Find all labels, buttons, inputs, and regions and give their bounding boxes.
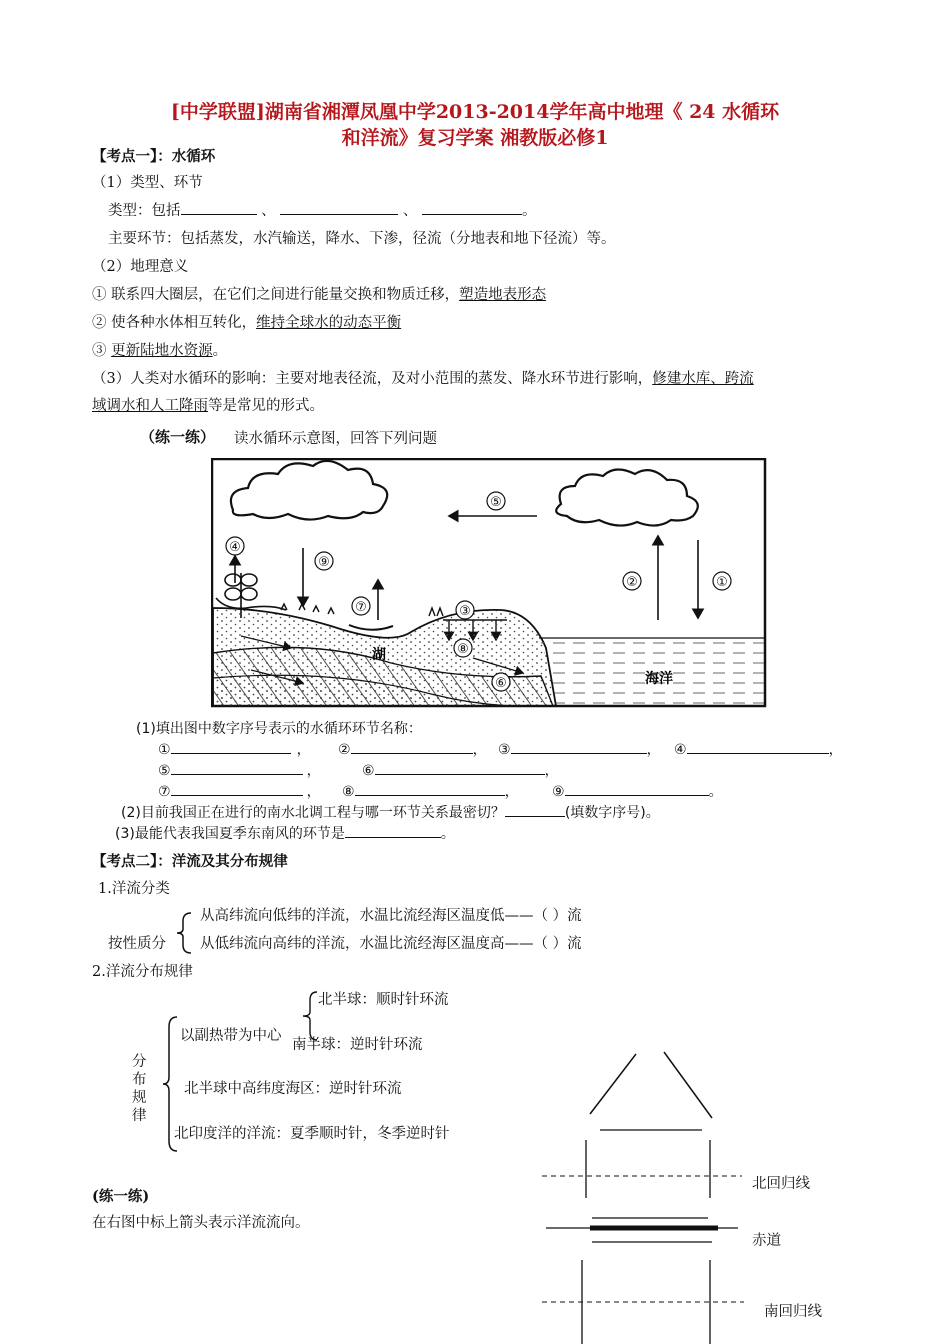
label-3: ③ bbox=[459, 604, 471, 619]
lake-label: 湖 bbox=[372, 647, 386, 663]
north-indian-ocean: 北印度洋的洋流：夏季顺时针，冬季逆时针 bbox=[174, 1126, 450, 1142]
answer-blank-3[interactable] bbox=[511, 740, 647, 754]
practice1-instruction: 读水循环示意图，回答下列问题 bbox=[234, 431, 437, 447]
distribution-label-3: 规 bbox=[132, 1090, 147, 1106]
q1-text: (1)填出图中数字序号表示的水循环环节名称： bbox=[136, 721, 422, 737]
main-links: 主要环节：包括蒸发，水汽输送，降水、下渗，径流（分地表和地下径流）等。 bbox=[108, 231, 616, 247]
label-8: ⑧ bbox=[457, 642, 469, 657]
subtropic-center: 以副热带为中心 bbox=[180, 1028, 282, 1044]
practice1-heading: （练一练） bbox=[140, 428, 216, 446]
label-5: ⑤ bbox=[490, 495, 502, 510]
types-label: 类型：包括 bbox=[108, 203, 181, 219]
q1-row3: ⑦ ， bbox=[158, 784, 321, 800]
south-hemisphere-gyre: 南半球：逆时针环流 bbox=[292, 1037, 423, 1053]
label-6: ⑥ bbox=[495, 676, 507, 691]
water-cycle-diagram bbox=[211, 458, 767, 708]
classification-brace bbox=[174, 911, 194, 955]
human-impact-line1: （3）人类对水循环的影响：主要对地表径流，及对小范围的蒸发、降水环节进行影响，修建水库、跨流 bbox=[92, 371, 754, 387]
answer-blank-6[interactable] bbox=[375, 761, 545, 775]
answer-blank-4[interactable] bbox=[687, 740, 829, 754]
human-impact-line2: 域调水和人工降雨等是常见的形式。 bbox=[92, 398, 324, 414]
section1-item1-heading: （1）类型、环节 bbox=[92, 175, 203, 191]
page-title-line1: [中学联盟]湖南省湘潭凤凰中学2013-2014学年高中地理《 24 水循环 bbox=[170, 101, 780, 123]
types-sep-1: 、 bbox=[261, 203, 276, 219]
q1-row3c: ⑨ 。 bbox=[552, 784, 723, 800]
types-blank-2[interactable] bbox=[280, 201, 398, 215]
section1-heading: 【考点一】：水循环 bbox=[92, 148, 216, 165]
q1-row2: ⑤ ， bbox=[158, 763, 321, 779]
types-end: 。 bbox=[521, 203, 537, 219]
equator-label: 赤道 bbox=[752, 1233, 781, 1249]
answer-blank-7[interactable] bbox=[171, 782, 303, 796]
significance-2: ② 使各种水体相互转化，维持全球水的动态平衡 bbox=[92, 315, 402, 331]
answer-blank-q2[interactable] bbox=[505, 803, 565, 817]
answer-blank-5[interactable] bbox=[171, 761, 303, 775]
q1-row1: ① ， bbox=[158, 742, 311, 758]
classification-label: 按性质分 bbox=[108, 936, 166, 952]
ocean-label: 海洋 bbox=[645, 671, 673, 687]
answer-blank-1[interactable] bbox=[171, 740, 291, 754]
answer-blank-9[interactable] bbox=[565, 782, 709, 796]
page-title-line2: 和洋流》复习学案 湘教版必修1 bbox=[341, 127, 609, 149]
q1-row3b: ⑧ ， bbox=[342, 784, 519, 800]
q1-row1d: ④ ， bbox=[674, 742, 843, 758]
answer-blank-2[interactable] bbox=[351, 740, 473, 754]
practice2-heading: (练一练) bbox=[92, 1188, 150, 1205]
classification-cold: 从高纬流向低纬的洋流，水温比流经海区温度低——（ ）流 bbox=[200, 908, 582, 924]
ocean-current-map bbox=[540, 1040, 750, 1344]
q3: (3)最能代表我国夏季东南风的环节是 。 bbox=[115, 826, 455, 842]
label-9: ⑨ bbox=[318, 555, 330, 570]
label-2: ② bbox=[626, 575, 638, 590]
distribution-heading: 2.洋流分布规律 bbox=[92, 964, 193, 980]
section2-heading: 【考点二】：洋流及其分布规律 bbox=[92, 853, 288, 870]
tropic-south-label: 南回归线 bbox=[764, 1304, 822, 1320]
north-high-latitude: 北半球中高纬度海区：逆时针环流 bbox=[184, 1081, 402, 1097]
q1-row1c: ③ ， bbox=[498, 742, 661, 758]
q1-row2b: ⑥ ， bbox=[362, 763, 559, 779]
classification-warm: 从低纬流向高纬的洋流，水温比流经海区温度高——（ ）流 bbox=[200, 936, 582, 952]
significance-3: ③ 更新陆地水资源。 bbox=[92, 343, 228, 359]
practice2-instruction: 在右图中标上箭头表示洋流流向。 bbox=[92, 1215, 310, 1231]
types-blank-3[interactable] bbox=[422, 201, 522, 215]
significance-1: ① 联系四大圈层，在它们之间进行能量交换和物质迁移，塑造地表形态 bbox=[92, 287, 547, 303]
continent-roof-left bbox=[590, 1054, 636, 1114]
label-1: ① bbox=[716, 575, 728, 590]
types-blank-1[interactable] bbox=[181, 201, 257, 215]
answer-blank-8[interactable] bbox=[355, 782, 505, 796]
classification-heading: 1.洋流分类 bbox=[98, 881, 170, 897]
north-hemisphere-gyre: 北半球：顺时针环流 bbox=[318, 992, 449, 1008]
section1-item2-heading: （2）地理意义 bbox=[92, 259, 189, 275]
distribution-label-2: 布 bbox=[132, 1072, 147, 1088]
distribution-label-4: 律 bbox=[132, 1108, 147, 1124]
continent-roof-right bbox=[664, 1052, 712, 1118]
answer-blank-q3[interactable] bbox=[345, 824, 441, 838]
types-sep-2: 、 bbox=[402, 203, 418, 219]
label-4: ④ bbox=[229, 540, 241, 555]
q1-row1b: ② ， bbox=[338, 742, 487, 758]
q2: (2)目前我国正在进行的南水北调工程与哪一环节关系最密切？ (填数字序号)。 bbox=[121, 805, 660, 821]
types-line bbox=[108, 199, 536, 220]
tropic-north-label: 北回归线 bbox=[752, 1176, 810, 1192]
distribution-label-1: 分 bbox=[132, 1054, 147, 1070]
label-7: ⑦ bbox=[355, 600, 367, 615]
